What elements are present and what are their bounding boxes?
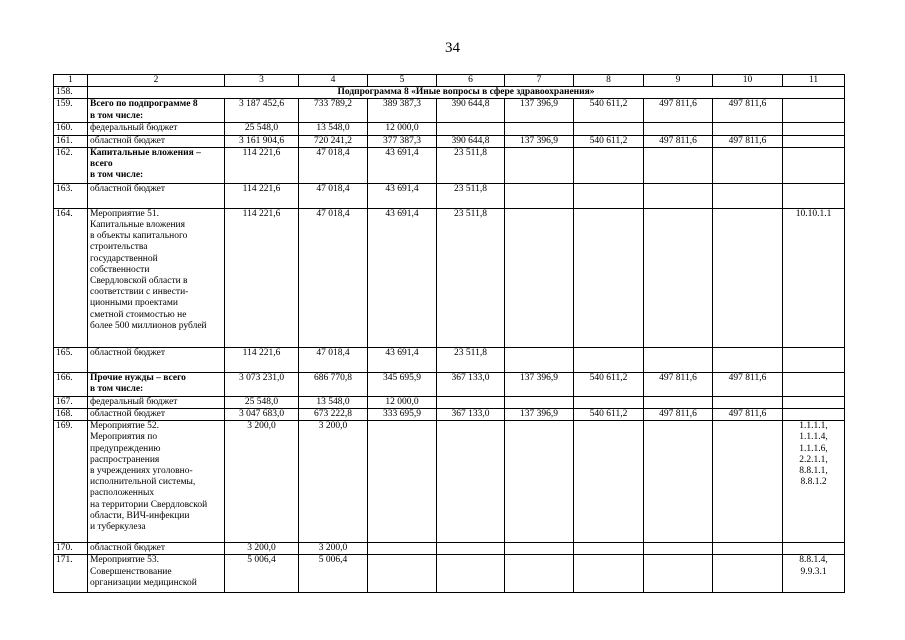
column-header-row	[54, 75, 845, 87]
value-cell: 137 396,9	[505, 135, 574, 147]
row-name: Капитальные вложения – всего в том числе:	[88, 147, 225, 183]
row-name: областной бюджет	[88, 183, 225, 208]
value-cell: 3 200,0	[225, 543, 299, 555]
value-cell	[644, 396, 713, 408]
value-cell: 3 073 231,0	[225, 372, 299, 396]
value-cell: 377 387,3	[368, 135, 437, 147]
value-cell: 497 811,6	[644, 372, 713, 396]
table-row	[54, 208, 845, 347]
value-cell	[574, 555, 644, 593]
value-cell: 3 200,0	[299, 421, 368, 543]
value-cell	[713, 123, 783, 135]
table-row	[54, 347, 845, 372]
value-cell: 137 396,9	[505, 99, 574, 123]
value-cell: 673 222,8	[299, 409, 368, 421]
value-cell: 390 644,8	[437, 135, 505, 147]
target-codes	[783, 147, 845, 183]
value-cell: 497 811,6	[713, 99, 783, 123]
value-cell: 12 000,0	[368, 123, 437, 135]
row-number: 159.	[54, 99, 88, 123]
column-header: 8	[574, 75, 644, 87]
column-header: 3	[225, 75, 299, 87]
value-cell	[574, 347, 644, 372]
subprogram-title: Подпрограмма 8 «Иные вопросы в сфере здравоохранения»	[88, 87, 845, 99]
value-cell: 497 811,6	[644, 99, 713, 123]
row-number: 167.	[54, 396, 88, 408]
column-header: 2	[88, 75, 225, 87]
value-cell	[368, 421, 437, 543]
row-number: 162.	[54, 147, 88, 183]
target-codes	[783, 396, 845, 408]
value-cell: 23 511,8	[437, 183, 505, 208]
target-codes	[783, 372, 845, 396]
page-number: 34	[445, 40, 460, 56]
value-cell	[713, 543, 783, 555]
row-number: 166.	[54, 372, 88, 396]
value-cell	[713, 183, 783, 208]
row-name: областной бюджет	[88, 347, 225, 372]
column-header: 11	[783, 75, 845, 87]
value-cell: 733 789,2	[299, 99, 368, 123]
value-cell	[713, 208, 783, 347]
value-cell	[505, 208, 574, 347]
target-codes	[783, 409, 845, 421]
value-cell: 47 018,4	[299, 183, 368, 208]
table-row	[54, 555, 845, 593]
row-name: Всего по подпрограмме 8 в том числе:	[88, 99, 225, 123]
row-number: 160.	[54, 123, 88, 135]
row-name: Мероприятие 53. Совершенствование организации медицинской	[88, 555, 225, 593]
target-codes	[783, 123, 845, 135]
row-name: областной бюджет	[88, 135, 225, 147]
value-cell: 720 241,2	[299, 135, 368, 147]
row-number: 163.	[54, 183, 88, 208]
row-name: Прочие нужды – всего в том числе:	[88, 372, 225, 396]
value-cell	[505, 421, 574, 543]
row-number: 170.	[54, 543, 88, 555]
value-cell: 540 611,2	[574, 135, 644, 147]
row-number: 168.	[54, 409, 88, 421]
value-cell: 114 221,6	[225, 208, 299, 347]
value-cell	[505, 543, 574, 555]
value-cell	[644, 147, 713, 183]
value-cell: 47 018,4	[299, 347, 368, 372]
value-cell	[644, 183, 713, 208]
value-cell	[505, 123, 574, 135]
value-cell: 3 161 904,6	[225, 135, 299, 147]
value-cell: 540 611,2	[574, 409, 644, 421]
value-cell	[574, 421, 644, 543]
value-cell: 3 047 683,0	[225, 409, 299, 421]
value-cell	[574, 147, 644, 183]
value-cell: 13 548,0	[299, 123, 368, 135]
value-cell: 137 396,9	[505, 372, 574, 396]
value-cell	[644, 421, 713, 543]
table-row	[54, 123, 845, 135]
value-cell	[437, 123, 505, 135]
value-cell: 114 221,6	[225, 147, 299, 183]
row-name: Мероприятие 51. Капитальные вложения в объекты капитального строительства государственной собственности Свердловской области в соответствии с инвести- ционными проектами сметной стоимостью не более 500 миллионов рублей	[88, 208, 225, 347]
column-header: 5	[368, 75, 437, 87]
value-cell	[574, 396, 644, 408]
value-cell: 497 811,6	[713, 372, 783, 396]
row-number: 164.	[54, 208, 88, 347]
table-row	[54, 147, 845, 183]
value-cell: 497 811,6	[644, 135, 713, 147]
value-cell: 13 548,0	[299, 396, 368, 408]
value-cell: 3 187 452,6	[225, 99, 299, 123]
table-row	[54, 183, 845, 208]
value-cell: 345 695,9	[368, 372, 437, 396]
table-row	[54, 409, 845, 421]
value-cell	[505, 347, 574, 372]
value-cell	[644, 347, 713, 372]
value-cell: 367 133,0	[437, 372, 505, 396]
value-cell	[437, 421, 505, 543]
value-cell: 114 221,6	[225, 347, 299, 372]
value-cell: 43 691,4	[368, 208, 437, 347]
value-cell	[713, 396, 783, 408]
target-codes: 1.1.1.1, 1.1.1.4, 1.1.1.6, 2.2.1.1, 8.8.1.1, 8.8.1.2	[783, 421, 845, 543]
value-cell: 114 221,6	[225, 183, 299, 208]
value-cell: 497 811,6	[644, 409, 713, 421]
row-name: областной бюджет	[88, 543, 225, 555]
table-row	[54, 99, 845, 123]
value-cell	[505, 147, 574, 183]
table-row	[54, 372, 845, 396]
row-name: федеральный бюджет	[88, 396, 225, 408]
value-cell	[437, 396, 505, 408]
row-number: 161.	[54, 135, 88, 147]
value-cell: 540 611,2	[574, 99, 644, 123]
value-cell: 47 018,4	[299, 208, 368, 347]
row-number: 165.	[54, 347, 88, 372]
column-header: 10	[713, 75, 783, 87]
value-cell: 5 006,4	[299, 555, 368, 593]
target-codes	[783, 347, 845, 372]
value-cell: 23 511,8	[437, 208, 505, 347]
value-cell: 43 691,4	[368, 183, 437, 208]
value-cell	[713, 555, 783, 593]
value-cell	[368, 555, 437, 593]
table-row	[54, 396, 845, 408]
table-row	[54, 543, 845, 555]
column-header: 1	[54, 75, 88, 87]
value-cell	[713, 421, 783, 543]
value-cell: 497 811,6	[713, 409, 783, 421]
row-name: Мероприятие 52. Мероприятия по предупреждению распространения в учреждениях уголовно- исполнительной системы, расположенных на территории Свердловской области, ВИЧ-инфекции и туберкулеза	[88, 421, 225, 543]
value-cell: 5 006,4	[225, 555, 299, 593]
value-cell	[713, 347, 783, 372]
value-cell: 43 691,4	[368, 347, 437, 372]
value-cell	[713, 147, 783, 183]
value-cell: 12 000,0	[368, 396, 437, 408]
value-cell: 497 811,6	[713, 135, 783, 147]
value-cell: 3 200,0	[225, 421, 299, 543]
value-cell: 137 396,9	[505, 409, 574, 421]
column-header: 6	[437, 75, 505, 87]
target-codes	[783, 183, 845, 208]
column-header: 7	[505, 75, 574, 87]
target-codes	[783, 135, 845, 147]
value-cell: 43 691,4	[368, 147, 437, 183]
value-cell	[574, 208, 644, 347]
value-cell	[368, 543, 437, 555]
row-number: 158.	[54, 87, 88, 99]
value-cell	[437, 543, 505, 555]
value-cell: 333 695,9	[368, 409, 437, 421]
value-cell: 47 018,4	[299, 147, 368, 183]
value-cell	[574, 543, 644, 555]
column-header: 4	[299, 75, 368, 87]
value-cell	[644, 555, 713, 593]
value-cell	[505, 396, 574, 408]
value-cell	[574, 123, 644, 135]
value-cell	[644, 208, 713, 347]
value-cell: 23 511,8	[437, 147, 505, 183]
value-cell: 25 548,0	[225, 396, 299, 408]
budget-table	[53, 74, 845, 593]
table-row	[54, 135, 845, 147]
value-cell	[505, 555, 574, 593]
value-cell: 390 644,8	[437, 99, 505, 123]
row-number: 171.	[54, 555, 88, 593]
value-cell	[505, 183, 574, 208]
value-cell: 540 611,2	[574, 372, 644, 396]
target-codes	[783, 99, 845, 123]
value-cell: 23 511,8	[437, 347, 505, 372]
table-row	[54, 421, 845, 543]
row-name: областной бюджет	[88, 409, 225, 421]
value-cell	[644, 543, 713, 555]
target-codes: 8.8.1.4, 9.9.3.1	[783, 555, 845, 593]
value-cell: 3 200,0	[299, 543, 368, 555]
value-cell: 389 387,3	[368, 99, 437, 123]
target-codes	[783, 543, 845, 555]
row-name: федеральный бюджет	[88, 123, 225, 135]
subprogram-row	[54, 87, 845, 99]
row-number: 169.	[54, 421, 88, 543]
value-cell: 25 548,0	[225, 123, 299, 135]
value-cell: 686 770,8	[299, 372, 368, 396]
value-cell	[437, 555, 505, 593]
target-codes: 10.10.1.1	[783, 208, 845, 347]
column-header: 9	[644, 75, 713, 87]
value-cell	[574, 183, 644, 208]
value-cell: 367 133,0	[437, 409, 505, 421]
value-cell	[644, 123, 713, 135]
